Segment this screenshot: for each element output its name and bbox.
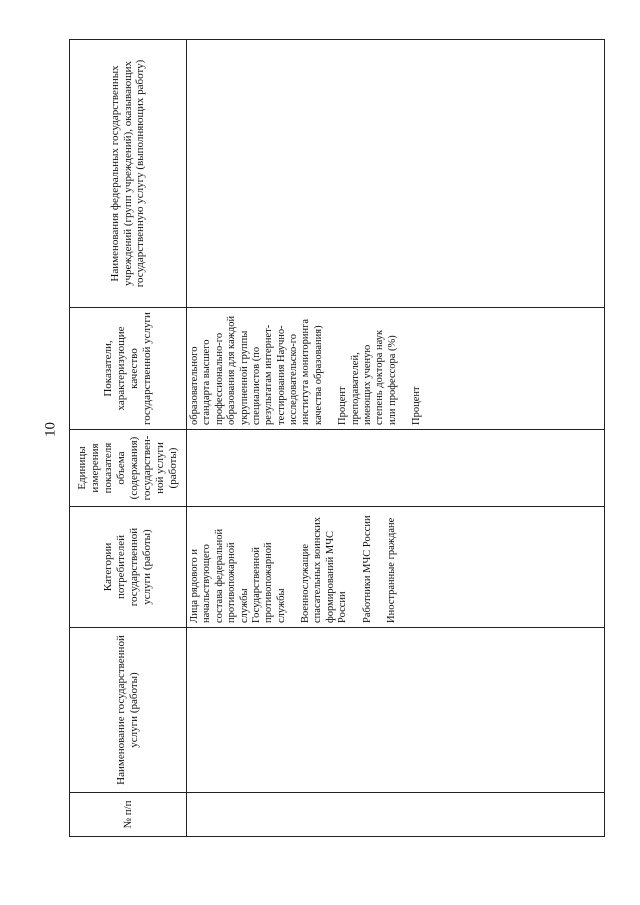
cell-num: [187, 793, 605, 837]
category-item: Иностранные граждане: [385, 517, 397, 623]
cell-institutions: [187, 40, 605, 308]
category-item: Военнослужащие спасательных воинских формирований МЧС России: [300, 517, 349, 623]
category-item: Работники МЧС России: [361, 515, 373, 623]
cell-volume-units: [187, 430, 605, 507]
rotated-table-container: [69, 40, 605, 837]
cell-quality-indicators: [187, 308, 605, 430]
page-number: 10: [42, 422, 59, 437]
quality-indicator-item: Процент: [411, 386, 422, 425]
header-institutions: Наименования федеральных государственных учреждений (групп учреждений), оказывающих государственную услугу (выполняющих работу): [70, 40, 187, 308]
table-row: [187, 40, 605, 837]
header-service-name: Наименование государственной услуги (работы): [70, 628, 187, 793]
cell-service-name: [187, 628, 605, 793]
header-quality-indicators: Показатели, характеризующие качество государственной услуги: [70, 308, 187, 430]
category-item: Лица рядового и начальствующего состава федеральной противопожарной службы Государственной противопожарной службы: [189, 528, 287, 623]
quality-indicator-item: образовательного стандарта высшего профессионально-го образования для каждой укрупненной группы специалистов (по результатам интернет-тестирования Научно-исследовательско-го института мониторинга качества образования): [189, 315, 324, 425]
table-header-row: [70, 40, 187, 837]
quality-indicator-item: Процент преподавателей, имеющих ученую степень доктора наук или профессора (%): [337, 329, 398, 425]
state-services-table: [69, 39, 605, 837]
header-volume-units: Единицы измерения показателя объема (содержания) государствен-ной услуги (работы): [70, 430, 187, 507]
header-categories: Категории потребителей государственной услуги (работы): [70, 507, 187, 628]
header-num: № п/п: [70, 793, 187, 837]
cell-categories: [187, 507, 605, 628]
